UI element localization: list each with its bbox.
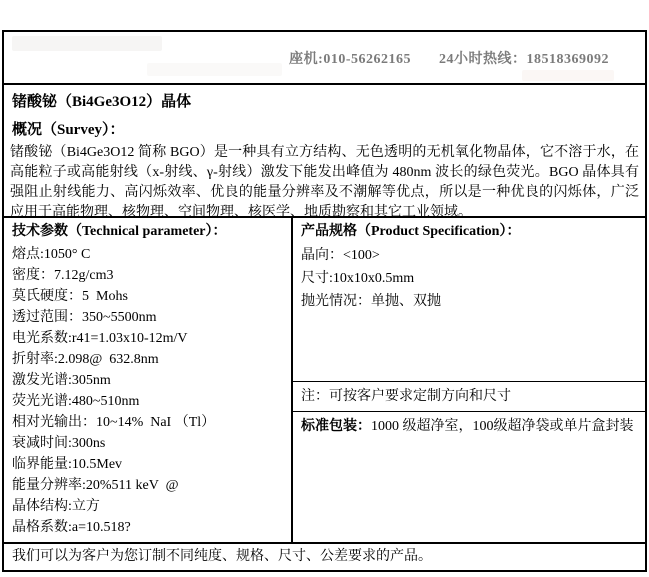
table-row-refractive-index: 折射率:2.098@ 632.8nm xyxy=(12,352,159,367)
table-row-fluorescence-spectrum: 荧光光谱:480~510nm xyxy=(12,394,140,409)
survey-paragraph: 锗酸铋（Bi4Ge3O12 简称 BGO）是一种具有立方结构、无色透明的无机氧化物晶体，它不溶于水，在高能粒子或高能射线（x-射线、γ-射线）激发下能发出峰值为 480nm 波长的绿色荧光。BGO 晶体具有强阻止射线能力、高闪烁效率、优良的能量分辨率及不潮解等优点，所以是一种优良的闪烁体，广泛应用于高能物理、核物理、空间物理、核医学、地质勘察和其它工业领域。 xyxy=(10,145,639,220)
table-row-melting-point: 熔点:1050° C xyxy=(12,247,91,262)
footer-note: 我们可以为客户为您订制不同纯度、规格、尺寸、公差要求的产品。 xyxy=(4,542,645,570)
contact-numbers xyxy=(289,48,609,68)
hotline-number: 24小时热线：18518369092 xyxy=(439,52,609,67)
document-frame xyxy=(2,30,647,572)
table-row-excitation-spectrum: 激发光谱:305nm xyxy=(12,373,111,388)
table-row-polishing: 抛光情况：单抛、双抛 xyxy=(301,294,441,309)
contact-bar xyxy=(4,32,645,85)
page-title: 锗酸铋（Bi4Ge3O12）晶体 xyxy=(12,94,192,110)
table-row-dimensions: 尺寸:10x10x0.5mm xyxy=(301,271,415,286)
product-specification-cell xyxy=(293,218,645,542)
technical-parameters-heading: 技术参数（Technical parameter）： xyxy=(12,224,227,239)
customization-note: 注：可按客户要求定制方向和尺寸 xyxy=(293,381,645,411)
packaging-value: 1000 级超净室，100级超净袋或单片盒封装 xyxy=(371,419,634,434)
watermark-smudge xyxy=(522,70,614,81)
table-row-orientation: 晶向：<100> xyxy=(301,248,380,263)
table-row-relative-light-output: 相对光输出：10~14% NaI （Tl） xyxy=(12,415,216,430)
packaging-row xyxy=(293,411,645,542)
table-row-transmission-range: 透过范围：350~5500nm xyxy=(12,310,157,325)
landline-number: 座机:010-56262165 xyxy=(289,52,411,67)
table-row-decay-time: 衰减时间:300ns xyxy=(12,436,106,451)
table-row-energy-resolution: 能量分辨率:20%511 keV @ xyxy=(12,478,179,493)
product-specification-heading: 产品规格（Product Specification）： xyxy=(301,224,521,239)
watermark-smudge xyxy=(147,63,282,76)
table-row-critical-energy: 临界能量:10.5Mev xyxy=(12,457,123,472)
packaging-label: 标准包装： xyxy=(301,419,371,434)
table-row-electro-optic-coefficient: 电光系数:r41=1.03x10-12m/V xyxy=(12,331,188,346)
survey-heading: 概况（Survey）： xyxy=(12,122,125,138)
table-row-hardness: 莫氏硬度：5 Mohs xyxy=(12,289,128,304)
technical-parameters-cell xyxy=(4,218,293,542)
spec-table xyxy=(4,216,645,542)
table-row-crystal-structure: 晶体结构:立方 xyxy=(12,499,100,514)
table-row-lattice-constant: 晶格系数:a=10.518? xyxy=(12,520,131,535)
intro-section xyxy=(4,85,645,220)
table-row-density: 密度：7.12g/cm3 xyxy=(12,268,114,283)
watermark-smudge xyxy=(12,36,162,51)
spacer xyxy=(293,313,645,381)
